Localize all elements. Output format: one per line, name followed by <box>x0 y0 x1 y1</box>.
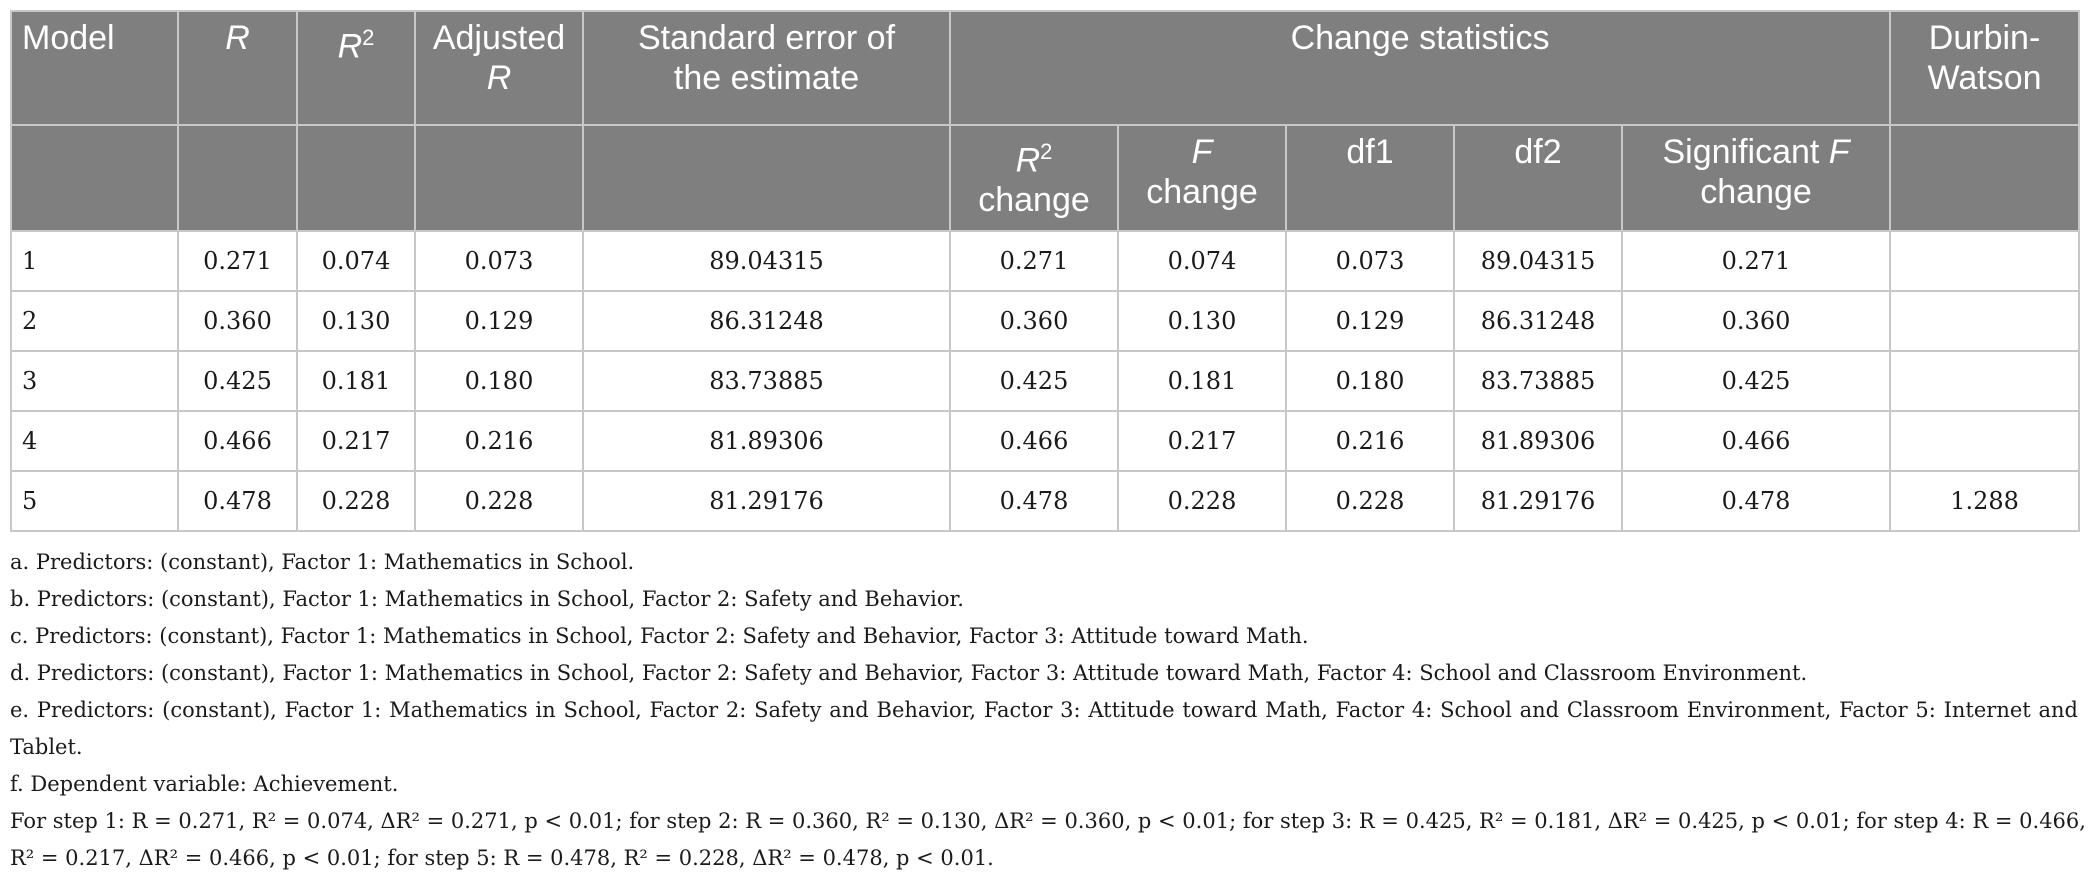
cell-model: 3 <box>11 351 178 411</box>
cell-adjusted-r: 0.129 <box>415 291 583 351</box>
cell-adjusted-r: 0.228 <box>415 471 583 531</box>
footnote-d: d. Predictors: (constant), Factor 1: Mathematics in School, Factor 2: Safety and Behavior, Factor 3: Attitude toward Math, Factor 4: School and Classroom Environment. <box>10 661 1808 685</box>
cell-durbin-watson <box>1890 291 2079 351</box>
cell-df2: 83.73885 <box>1454 351 1622 411</box>
header-sub-empty <box>11 125 178 231</box>
header-sub-empty <box>415 125 583 231</box>
header-significant-f-change: Significant F change <box>1622 125 1890 231</box>
cell-model: 4 <box>11 411 178 471</box>
cell-significant-f-change: 0.425 <box>1622 351 1890 411</box>
header-df2: df2 <box>1454 125 1622 231</box>
cell-durbin-watson <box>1890 231 2079 291</box>
table-body <box>11 231 2079 531</box>
cell-model: 2 <box>11 291 178 351</box>
header-sub-empty <box>583 125 950 231</box>
header-f-change: F change <box>1118 125 1286 231</box>
cell-df2: 86.31248 <box>1454 291 1622 351</box>
table-footnotes <box>10 544 2086 877</box>
cell-standard-error: 86.31248 <box>583 291 950 351</box>
cell-adjusted-r: 0.216 <box>415 411 583 471</box>
header-durbin-watson: Durbin- Watson <box>1890 11 2079 125</box>
cell-r-squared-change: 0.466 <box>950 411 1118 471</box>
cell-r: 0.271 <box>178 231 297 291</box>
cell-adjusted-r: 0.180 <box>415 351 583 411</box>
cell-standard-error: 83.73885 <box>583 351 950 411</box>
cell-df1: 0.180 <box>1286 351 1454 411</box>
cell-r-squared-change: 0.271 <box>950 231 1118 291</box>
cell-significant-f-change: 0.478 <box>1622 471 1890 531</box>
header-r-squared-change: $R^2$ change <box>950 125 1118 231</box>
cell-df2: 81.89306 <box>1454 411 1622 471</box>
cell-r: 0.425 <box>178 351 297 411</box>
footnote-e: e. Predictors: (constant), Factor 1: Mathematics in School, Factor 2: Safety and Behavior, Factor 3: Attitude toward Math, Factor 4: School and Classroom Environment, Factor 5: Internet and Tablet. <box>10 698 2078 759</box>
header-row-sub <box>11 125 2079 231</box>
cell-r-squared-change: 0.478 <box>950 471 1118 531</box>
cell-f-change: 0.074 <box>1118 231 1286 291</box>
footnote-a: a. Predictors: (constant), Factor 1: Mathematics in School. <box>10 550 635 574</box>
cell-r-squared: 0.228 <box>297 471 415 531</box>
cell-standard-error: 89.04315 <box>583 231 950 291</box>
cell-f-change: 0.228 <box>1118 471 1286 531</box>
footnote-f: f. Dependent variable: Achievement. <box>10 772 399 796</box>
cell-adjusted-r: 0.073 <box>415 231 583 291</box>
header-r-squared: $R^2$ <box>297 11 415 125</box>
cell-df1: 0.129 <box>1286 291 1454 351</box>
cell-r: 0.360 <box>178 291 297 351</box>
cell-df1: 0.073 <box>1286 231 1454 291</box>
table-row <box>11 231 2079 291</box>
table-row <box>11 411 2079 471</box>
cell-significant-f-change: 0.466 <box>1622 411 1890 471</box>
header-standard-error: Standard error of the estimate <box>583 11 950 125</box>
cell-standard-error: 81.29176 <box>583 471 950 531</box>
regression-model-summary-table <box>10 10 2080 532</box>
header-sub-empty <box>1890 125 2079 231</box>
cell-r: 0.478 <box>178 471 297 531</box>
header-row-main <box>11 11 2079 125</box>
cell-df2: 89.04315 <box>1454 231 1622 291</box>
cell-durbin-watson <box>1890 411 2079 471</box>
cell-r-squared: 0.130 <box>297 291 415 351</box>
cell-model: 5 <box>11 471 178 531</box>
cell-durbin-watson <box>1890 351 2079 411</box>
header-adjusted-r: Adjusted R <box>415 11 583 125</box>
footnote-steps-line-1: For step 1: R = 0.271, R² = 0.074, ΔR² = 0.271, p < 0.01; for step 2: R = 0.360, R² = 0.130, ΔR² = 0.360, p < 0.01; for step 3: R = 0.425, R² = 0.181, ΔR² = 0.425, p < 0.01; for step 4: R = 0.466, <box>10 809 2086 833</box>
cell-df1: 0.228 <box>1286 471 1454 531</box>
table-row <box>11 291 2079 351</box>
header-r: R <box>178 11 297 125</box>
header-model: Model <box>11 11 178 125</box>
regression-table-container <box>10 10 2086 877</box>
footnote-steps-line-2: R² = 0.217, ΔR² = 0.466, p < 0.01; for step 5: R = 0.478, R² = 0.228, ΔR² = 0.478, p < 0.01. <box>10 846 994 870</box>
cell-r: 0.466 <box>178 411 297 471</box>
header-change-statistics: Change statistics <box>950 11 1890 125</box>
cell-model: 1 <box>11 231 178 291</box>
cell-r-squared: 0.074 <box>297 231 415 291</box>
table-row <box>11 471 2079 531</box>
cell-durbin-watson: 1.288 <box>1890 471 2079 531</box>
header-sub-empty <box>178 125 297 231</box>
cell-f-change: 0.181 <box>1118 351 1286 411</box>
footnote-b: b. Predictors: (constant), Factor 1: Mathematics in School, Factor 2: Safety and Behavior. <box>10 587 964 611</box>
cell-df2: 81.29176 <box>1454 471 1622 531</box>
cell-significant-f-change: 0.271 <box>1622 231 1890 291</box>
header-sub-empty <box>297 125 415 231</box>
footnote-c: c. Predictors: (constant), Factor 1: Mathematics in School, Factor 2: Safety and Behavior, Factor 3: Attitude toward Math. <box>10 624 1309 648</box>
cell-r-squared-change: 0.425 <box>950 351 1118 411</box>
cell-df1: 0.216 <box>1286 411 1454 471</box>
header-df1: df1 <box>1286 125 1454 231</box>
cell-standard-error: 81.89306 <box>583 411 950 471</box>
cell-f-change: 0.217 <box>1118 411 1286 471</box>
cell-r-squared: 0.217 <box>297 411 415 471</box>
cell-r-squared-change: 0.360 <box>950 291 1118 351</box>
table-row <box>11 351 2079 411</box>
cell-r-squared: 0.181 <box>297 351 415 411</box>
cell-f-change: 0.130 <box>1118 291 1286 351</box>
cell-significant-f-change: 0.360 <box>1622 291 1890 351</box>
